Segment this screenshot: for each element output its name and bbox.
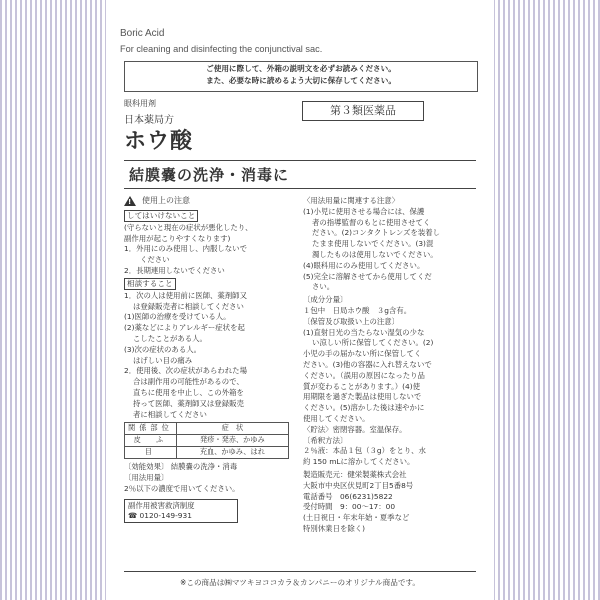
dosage-heading: 〔用法用量〕 xyxy=(124,473,169,483)
text-line: 用期限を過ぎた製品は使用しないで xyxy=(303,392,422,402)
pharmacopoeia-label: 日本薬局方 xyxy=(124,115,174,126)
warning-icon xyxy=(124,196,136,206)
text-line: ください xyxy=(140,255,170,265)
text-line: (守らないと現在の症状が悪化したり、 xyxy=(124,222,253,232)
english-title: Boric Acid xyxy=(120,28,165,39)
purpose-heading: 結膜嚢の洗浄・消毒に xyxy=(129,166,290,184)
ingredient-text: １包中 日局ホウ酸 ３g含有。 xyxy=(303,305,412,315)
text-line: ださい。(2)コンタクトレンズを装着し xyxy=(312,228,441,238)
text-line: 副作用が起こりやすくなります) xyxy=(124,233,231,243)
table-row xyxy=(125,447,289,459)
text-line: 者の指導監督のもとに使用させてく xyxy=(312,217,431,227)
table-cell: 目 xyxy=(125,447,177,459)
maker-line: 製造販売元：健栄製薬株式会社 xyxy=(303,469,407,479)
text-line: (4)眼科用にのみ使用してください。 xyxy=(303,260,425,270)
english-description: For cleaning and disinfecting the conjunctival sac. xyxy=(120,44,323,54)
text-line: 約 150 mLに溶かしてください。 xyxy=(303,457,415,467)
text-line: 2．長期連用しないでください xyxy=(124,265,225,275)
right-column xyxy=(303,196,477,535)
text-line: こしたことがある人。 xyxy=(133,333,207,343)
drug-class-badge: 第３類医薬品 xyxy=(302,101,424,121)
dosage-text: 2％以下の濃度で用いてください。 xyxy=(124,483,240,493)
text-line: 2．使用後、次の症状があらわれた場 xyxy=(124,366,247,376)
maker-line: 特別休業日を除く) xyxy=(303,523,366,533)
maker-line: 電話番号 06(6231)5822 xyxy=(303,491,393,501)
relief-system-box xyxy=(124,499,238,523)
left-column xyxy=(124,196,294,523)
usage-notice-box xyxy=(124,61,478,92)
table-row xyxy=(125,435,289,447)
maker-line: (土日祝日・年末年始・夏季など xyxy=(303,513,410,523)
text-line: (2)薬などによりアレルギー症状を起 xyxy=(124,323,245,333)
text-line: 1．外用にのみ使用し、内服しないで xyxy=(124,244,247,254)
dont-heading: してはいけないこと xyxy=(124,210,198,222)
maker-line: 受付時間 9：00～17：00 xyxy=(303,502,396,512)
category-label: 眼科用剤 xyxy=(124,99,156,108)
relief-phone: ☎ 0120-149-931 xyxy=(128,510,192,520)
text-line: (1)小児に使用させる場合には、保護 xyxy=(303,206,425,216)
table-cell: 関係部位 xyxy=(125,423,177,435)
text-line: 者に相談してください xyxy=(133,409,207,419)
text-line: ださい。(3)他の容器に入れ替えないで xyxy=(303,359,432,369)
precaution-heading: 〈用法用量に関連する注意〉 xyxy=(303,196,400,205)
left-stripe-border xyxy=(0,0,112,600)
right-stripe-border xyxy=(488,0,600,600)
storage-heading: 〔保管及び取扱い上の注意〕 xyxy=(303,316,400,326)
dilution-heading: 〔希釈方法〕 xyxy=(303,435,348,445)
table-cell: 充血、かゆみ、はれ xyxy=(176,447,288,459)
product-name: ホウ酸 xyxy=(124,129,194,154)
text-line: はげしい目の痛み xyxy=(133,355,193,365)
text-line: (5)完全に溶解させてから使用してくだ xyxy=(303,271,432,281)
relief-title: 副作用被害救済制度 xyxy=(128,500,195,510)
text-line: 合は副作用の可能性があるので、 xyxy=(133,377,244,387)
divider xyxy=(124,571,476,572)
text-line: い涼しい所に保管してください。(2) xyxy=(312,338,434,348)
symptom-table xyxy=(124,422,289,459)
text-line: (3)次の症状のある人。 xyxy=(124,344,201,354)
table-cell: 症 状 xyxy=(176,423,288,435)
text-line: 1．次の人は使用前に医師、薬剤師又 xyxy=(124,290,247,300)
consult-heading: 相談すること xyxy=(124,278,176,290)
text-line: ください。（誤用の原因になったり品 xyxy=(303,370,425,380)
ingredient-heading: 〔成分分量〕 xyxy=(303,295,348,305)
text-line: (1)直射日光の当たらない湿気の少な xyxy=(303,327,425,337)
text-line: 濁したものは使用しないでください。 xyxy=(312,249,438,259)
table-row xyxy=(125,423,289,435)
efficacy-line: 〔効能効果〕 結膜嚢の洗浄・消毒 xyxy=(124,462,238,472)
warning-title: ! 使用上の注意 xyxy=(124,196,294,207)
text-line: は登録販売者に相談してください xyxy=(133,301,244,311)
text-line: 持って医師、薬剤師又は登録販売 xyxy=(133,398,244,408)
maker-line: 大阪市中央区伏見町2丁目5番8号 xyxy=(303,480,414,490)
text-line: さい。 xyxy=(312,282,335,292)
footer-note: ※この商品は㈱マツキヨココカラ＆カンパニーのオリジナル商品です。 xyxy=(179,578,421,587)
text-line: 小児の手の届かない所に保管してく xyxy=(303,349,422,359)
divider xyxy=(124,188,476,189)
text-line: 直ちに使用を中止し、この外箱を xyxy=(133,387,244,397)
text-line: ください。(5)溶かした後は速やかに xyxy=(303,403,425,413)
text-line: たまま使用しないでください。(3)混 xyxy=(312,239,434,249)
divider xyxy=(124,160,476,161)
text-line: 質が変わることがあります。）(4)使 xyxy=(303,381,421,391)
text-line: ２％液：本品１包（３g）をとり、水 xyxy=(303,446,426,456)
notice-line: ご使用に際して、外箱の説明文を必ずお読みください。 xyxy=(206,64,396,73)
text-line: (1)医師の治療を受けている人。 xyxy=(124,312,231,322)
notice-line: また、必要な時に読めるよう大切に保存してください。 xyxy=(206,76,396,85)
package-line: 〈貯法〉密閉容器。室温保存。 xyxy=(303,424,407,434)
table-cell: 皮 ふ xyxy=(125,435,177,447)
table-cell: 発疹・発赤、かゆみ xyxy=(176,435,288,447)
text-line: 使用してください。 xyxy=(303,413,370,423)
